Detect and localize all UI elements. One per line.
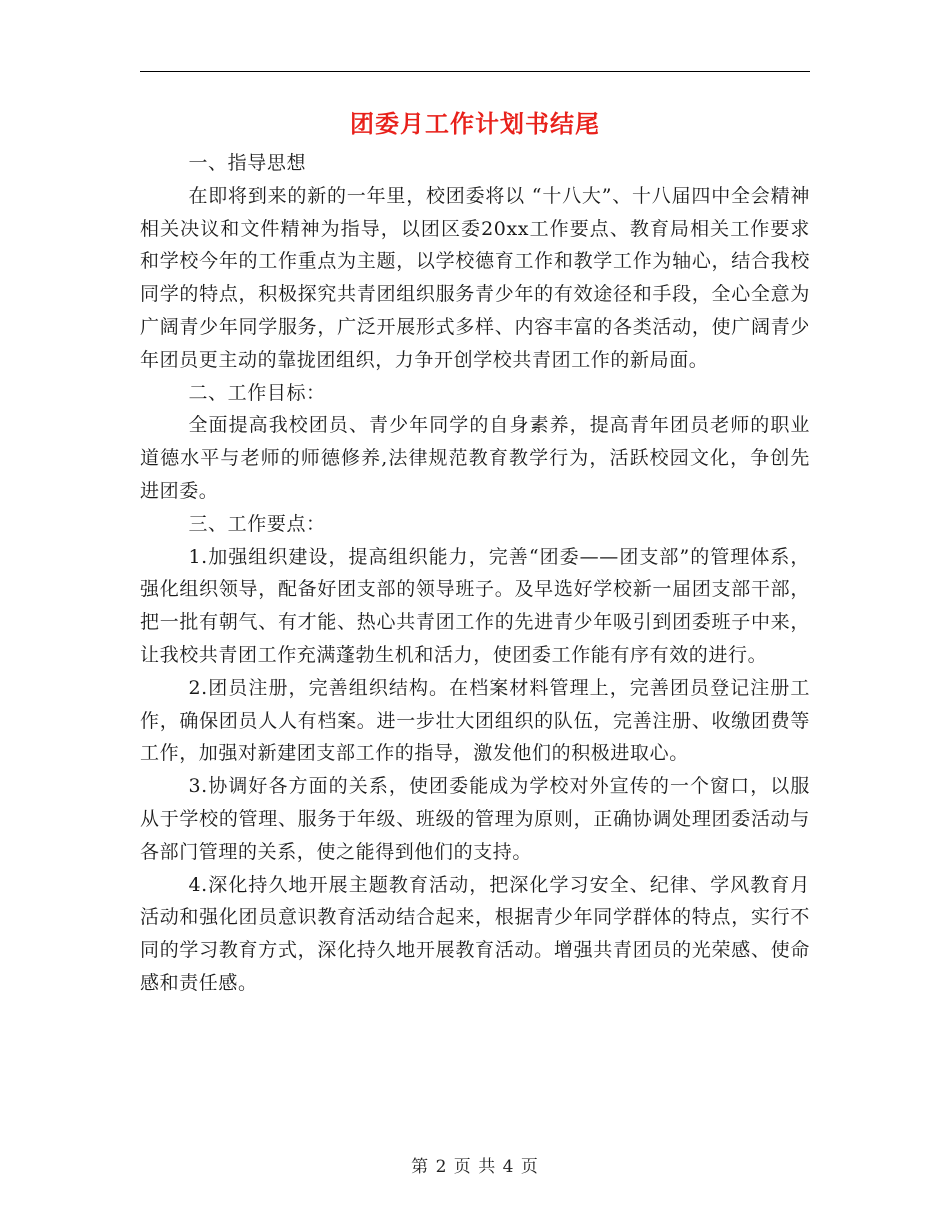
document-title: 团委月工作计划书结尾 [350,109,600,138]
paragraph-work-point-2: 2.团员注册，完善组织结构。在档案材料管理上，完善团员登记注册工作，确保团员人人有档案。进一步壮大团组织的队伍，完善注册、收缴团费等工作，加强对新建团支部工作的指导，激发他们的积极进取心。 [140,676,810,765]
paragraph-work-point-3: 3.协调好各方面的关系，使团委能成为学校对外宣传的一个窗口，以服从于学校的管理、服务于年级、班级的管理为原则，正确协调处理团委活动与各部门管理的关系，使之能得到他们的支持。 [140,775,810,863]
paragraph-work-point-1: 1.加强组织建设，提高组织能力，完善“团委——团支部”的管理体系，强化组织领导，配备好团支部的领导班子。及早选好学校新一届团支部干部，把一批有朝气、有才能、热心共青团工作的先进青少年吸引到团委班子中来，让我校共青团工作充满蓬勃生机和活力，使团委工作能有序有效的进行。 [140,545,810,666]
page-number-footer: 第 2 页 共 4 页 [411,1157,539,1177]
section-heading-work-points: 三、工作要点： [188,512,326,535]
section-heading-work-goals: 二、工作目标： [188,381,326,404]
document-body [140,147,810,1000]
section-heading-guiding-ideology: 一、指导思想 [188,152,307,174]
paragraph-work-point-4: 4.深化持久地开展主题教育活动，把深化学习安全、纪律、学风教育月活动和强化团员意识教育活动结合起来，根据青少年同学群体的特点，实行不同的学习教育方式，深化持久地开展教育活动。增强共青团员的光荣感、使命感和责任感。 [140,873,810,994]
header-rule [140,71,810,72]
paragraph-guiding-ideology: 在即将到来的新的一年里，校团委将以 “十八大”、十八届四中全会精神相关决议和文件精神为指导，以团区委20xx工作要点、教育局相关工作要求和学校今年的工作重点为主题，以学校德育工作和教学工作为轴心，结合我校同学的特点，积极探究共青团组织服务青少年的有效途径和手段，全心全意为广阔青少年同学服务，广泛开展形式多样、内容丰富的各类活动，使广阔青少年团员更主动的靠拢团组织，力争开创学校共青团工作的新局面。 [140,184,810,371]
paragraph-work-goals: 全面提高我校团员、青少年同学的自身素养，提高青年团员老师的职业道德水平与老师的师德修养,法律规范教育教学行为，活跃校园文化，争创先进团委。 [140,414,810,502]
